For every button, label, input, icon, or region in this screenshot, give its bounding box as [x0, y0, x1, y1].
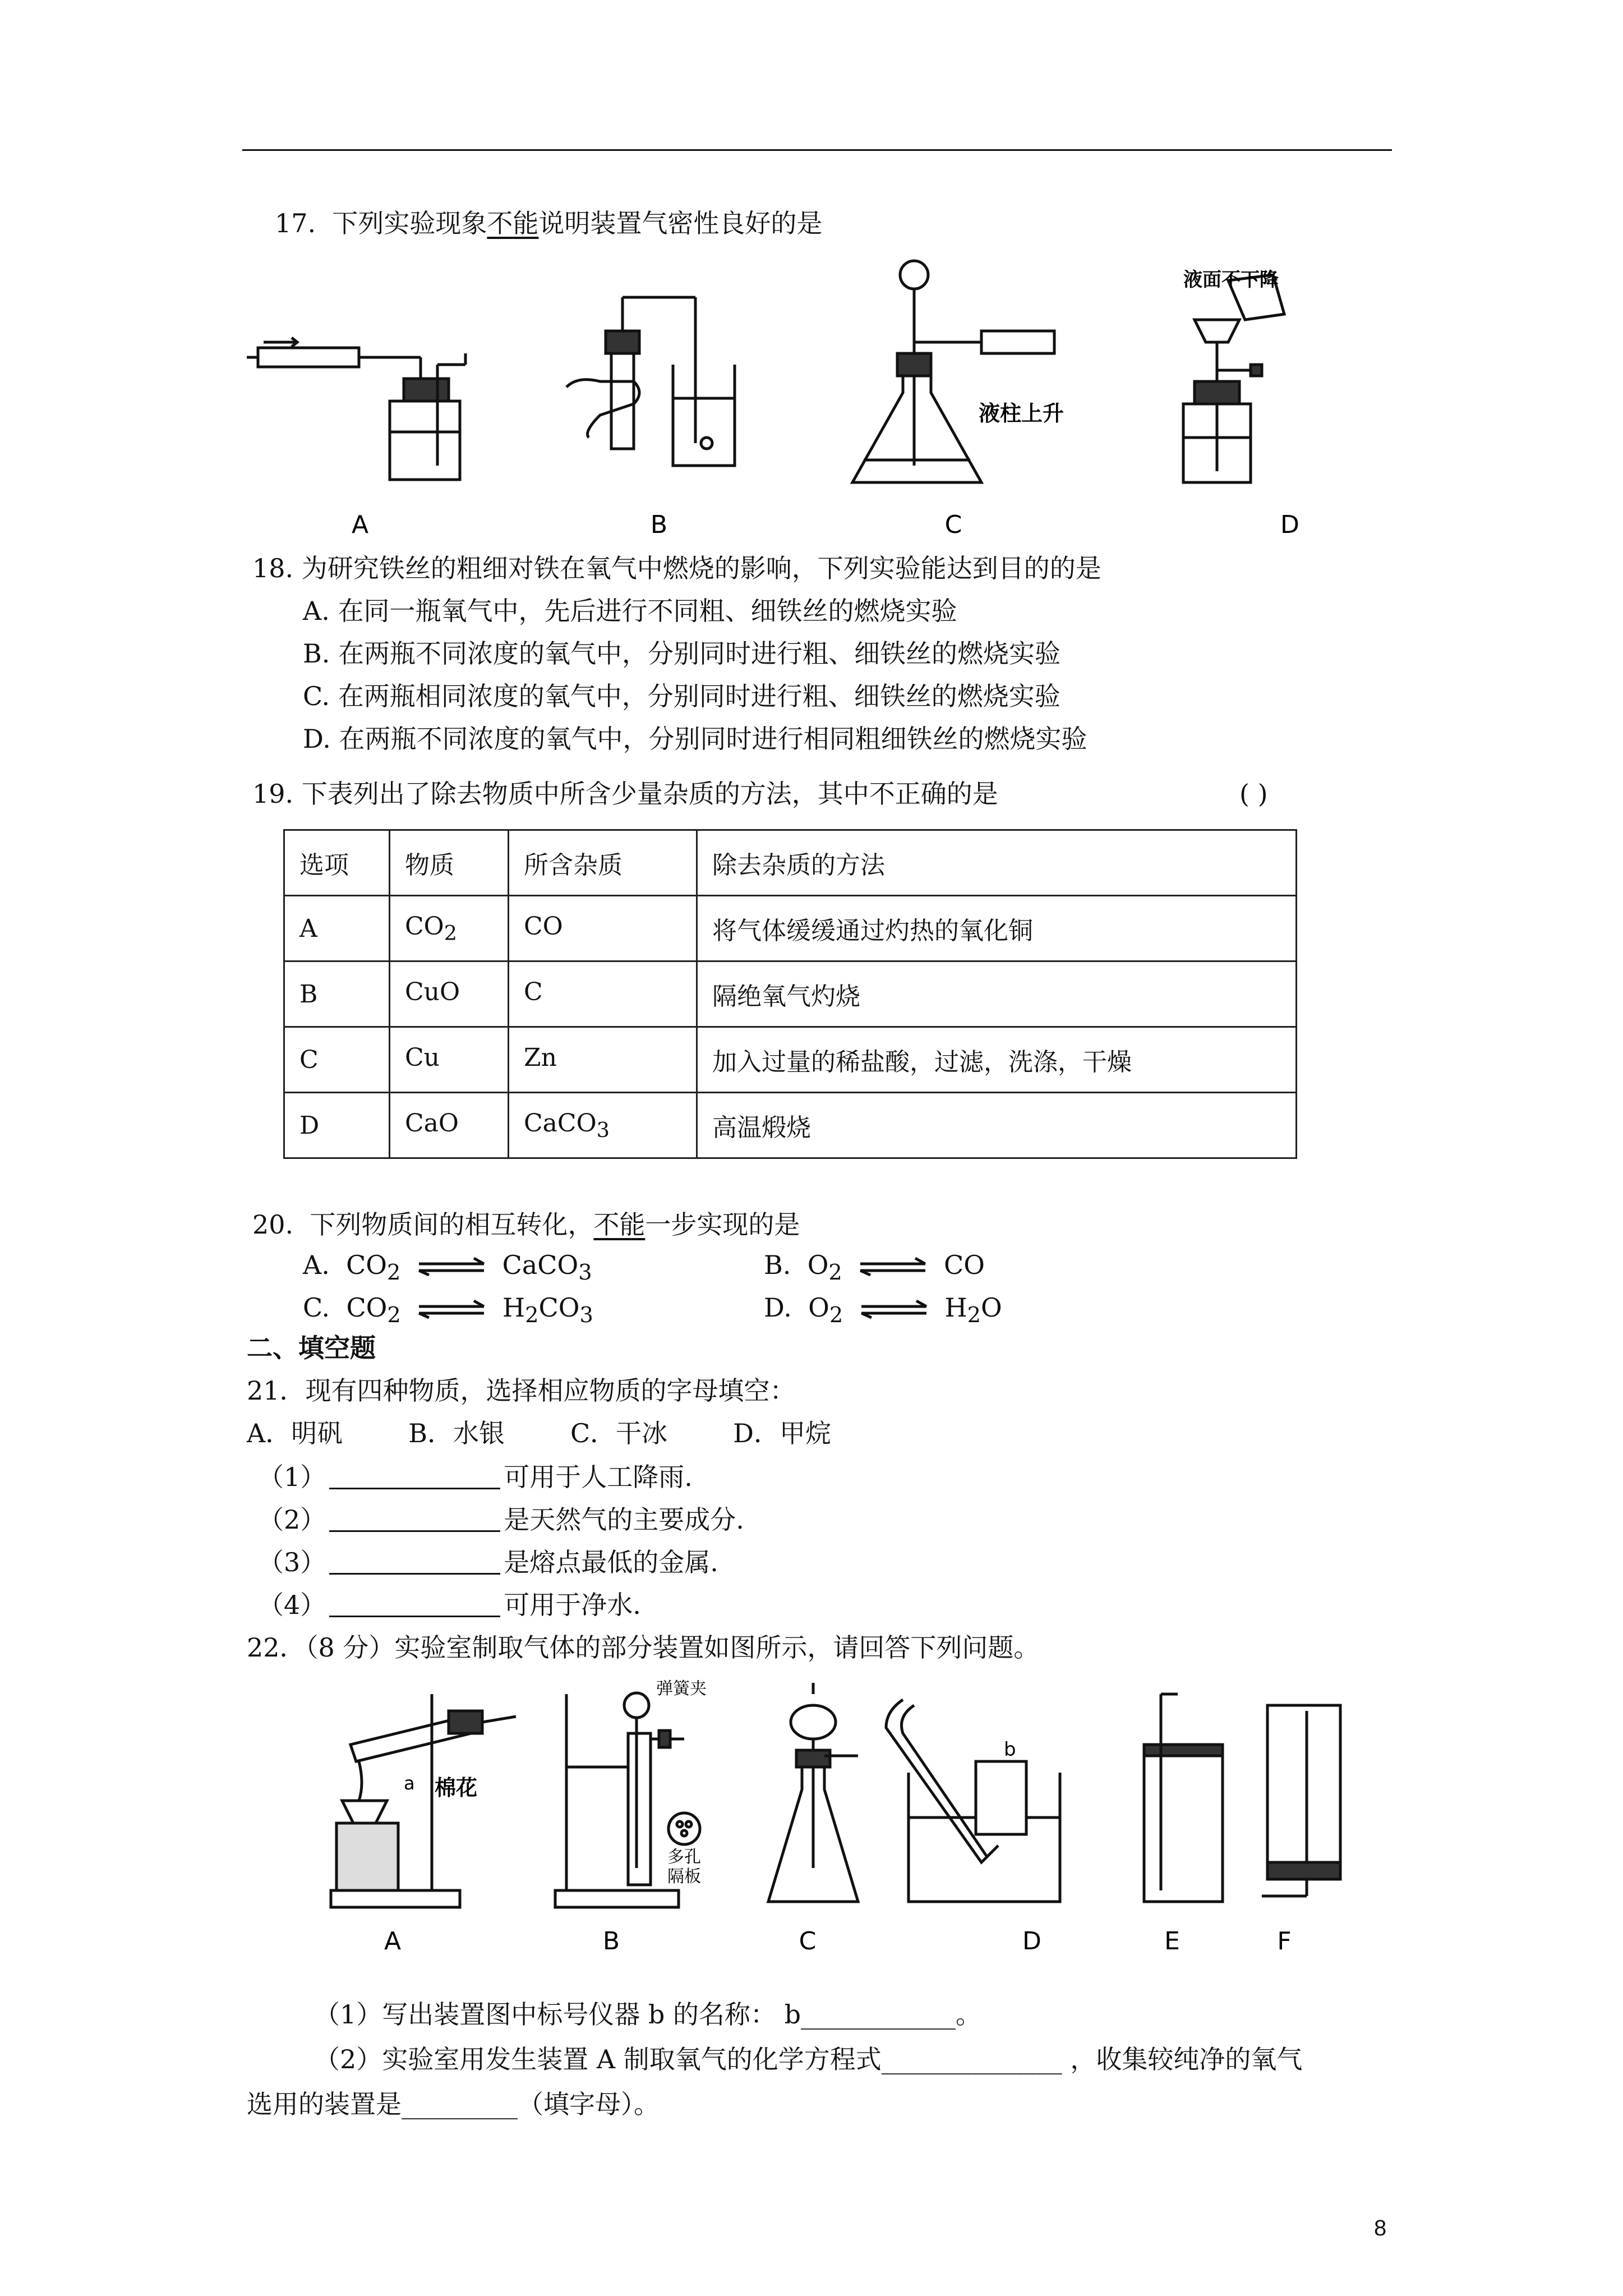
q17-fig-d [1183, 275, 1284, 482]
q22-fig-c [768, 1683, 858, 1902]
header-rule [242, 149, 1392, 151]
q17-label-c: C [944, 510, 962, 539]
q17-fig-c [852, 261, 1054, 482]
table-header: 物质 [390, 830, 509, 896]
q17-fig-b [566, 297, 735, 466]
q20-option-b: B. $O_2$ CO [764, 1250, 985, 1286]
q17-fig-a [247, 338, 465, 480]
q22-annot-clip: 弹簧夹 [656, 1679, 707, 1699]
q20-number: 20. [252, 1209, 294, 1240]
q22-fig-a [331, 1694, 516, 1907]
table-header: 选项 [284, 830, 390, 896]
q19-table [283, 829, 1297, 1159]
table-header-row [284, 830, 1297, 896]
q22-label-e: E [1164, 1927, 1180, 1955]
table-cell-method: 加入过量的稀盐酸，过滤，洗涤，干燥 [697, 1027, 1297, 1093]
q18-option-a: A. 在同一瓶氧气中，先后进行不同粗、细铁丝的燃烧实验 [303, 596, 957, 626]
q18-option-c: C. 在两瓶相同浓度的氧气中，分别同时进行粗、细铁丝的燃烧实验 [303, 681, 1061, 711]
q17-annot-d: 液面不下降 [1183, 269, 1279, 291]
q20-text-under: 不能 [593, 1209, 645, 1240]
q18-stem: 18. 为研究铁丝的粗细对铁在氧气中燃烧的影响，下列实验能达到目的的是 [252, 553, 1101, 583]
q22-annot-mianhua: 棉花 [435, 1775, 478, 1800]
answer-blank[interactable] [329, 1550, 500, 1575]
q17-figures [241, 252, 1419, 544]
q22-annot-a: a [404, 1773, 415, 1794]
table-header: 除去杂质的方法 [697, 830, 1297, 896]
q17-text-post: 说明装置气密性良好的是 [538, 208, 823, 238]
answer-blank[interactable] [329, 1465, 500, 1489]
q17-label-a: A [351, 510, 369, 539]
q17-annot-c: 液柱上升 [979, 401, 1064, 426]
q19-paren: ( ) [1239, 779, 1268, 809]
q22-stem: 22．（8 分）实验室制取气体的部分装置如图所示，请回答下列问题。 [247, 1632, 1040, 1663]
q22-fig-f [1262, 1705, 1340, 1896]
q22-label-f: F [1277, 1927, 1292, 1955]
q22-label-c: C [799, 1927, 817, 1955]
equilibrium-arrow-icon [859, 1257, 926, 1276]
q22-annot-plate2: 隔板 [667, 1867, 701, 1887]
table-cell-impurity: CO [509, 896, 697, 961]
answer-blank[interactable] [329, 1508, 500, 1532]
q22-part1: （1）写出装置图中标号仪器 b 的名称： b____________。 [314, 1999, 982, 2030]
table-row [284, 896, 1297, 961]
q21-choices: A．明矾 B．水银 C．干冰 D．甲烷 [247, 1418, 832, 1448]
table-row [284, 961, 1297, 1027]
q22-annot-b: b [1004, 1738, 1016, 1761]
q17-stem [275, 210, 822, 236]
q20-stem [252, 1209, 800, 1240]
q21-item-2: （2） 是天然气的主要成分. [258, 1504, 744, 1535]
page-number: 8 [1374, 2216, 1387, 2240]
table-cell-impurity: Zn [509, 1027, 697, 1093]
table-cell-substance: CaO [390, 1093, 509, 1158]
answer-blank[interactable] [329, 1593, 500, 1617]
q20-text-post: 一步实现的是 [645, 1209, 800, 1240]
q21-item-4: （4） 可用于净水. [258, 1590, 641, 1620]
table-cell-substance: $CO_2$ [390, 896, 509, 961]
table-cell-option: A [284, 896, 390, 961]
q22-part2: （2）实验室用发生装置 A 制取氧气的化学方程式______________ ，收集较纯净的氧气 [314, 2044, 1303, 2074]
table-cell-option: B [284, 961, 390, 1027]
equilibrium-arrow-icon [860, 1300, 928, 1319]
table-cell-method: 将气体缓缓通过灼热的氧化铜 [697, 896, 1297, 961]
q20-option-a: A. $CO_2$ CaCO$_3$ [303, 1250, 592, 1286]
table-cell-method: 高温煅烧 [697, 1093, 1297, 1158]
table-cell-substance: Cu [390, 1027, 509, 1093]
table-cell-impurity: C [509, 961, 697, 1027]
q22-figures [320, 1677, 1357, 1963]
q20-option-c: C. $CO_2$ $H_2CO_3$ [303, 1292, 593, 1328]
q22-annot-plate1: 多孔 [667, 1847, 701, 1867]
equilibrium-arrow-icon [418, 1300, 485, 1319]
table-cell-impurity: CaCO$_3$ [509, 1093, 697, 1158]
q21-stem: 21．现有四种物质，选择相应物质的字母填空： [247, 1375, 796, 1406]
table-cell-option: D [284, 1093, 390, 1158]
q17-label-b: B [650, 510, 668, 539]
table-header: 所含杂质 [509, 830, 697, 896]
q17-label-d: D [1280, 510, 1299, 539]
q22-fig-e [1144, 1694, 1223, 1902]
q22-fig-d [886, 1700, 1060, 1902]
q17-text-under: 不能 [487, 208, 539, 238]
table-row [284, 1027, 1297, 1093]
q21-item-1: （1） 可用于人工降雨. [258, 1462, 693, 1492]
q22-label-a: A [384, 1927, 402, 1955]
q18-option-d: D. 在两瓶不同浓度的氧气中，分别同时进行相同粗细铁丝的燃烧实验 [303, 724, 1087, 754]
q22-label-b: B [602, 1927, 620, 1955]
q17-number: 17. [275, 208, 316, 238]
q22-part3: 选用的装置是_________（填字母）。 [247, 2089, 660, 2119]
table-cell-method: 隔绝氧气灼烧 [697, 961, 1297, 1027]
q17-text-pre: 下列实验现象 [332, 208, 487, 238]
q20-option-d: D. $O_2$ $H_2O$ [764, 1292, 1002, 1328]
q21-item-3: （3） 是熔点最低的金属. [258, 1547, 718, 1577]
q19-stem: 19. 下表列出了除去物质中所含少量杂质的方法，其中不正确的是 [252, 779, 998, 809]
section-title: 二、填空题 [247, 1333, 376, 1363]
equilibrium-arrow-icon [418, 1257, 485, 1276]
q22-label-d: D [1022, 1927, 1041, 1955]
table-row [284, 1093, 1297, 1158]
table-cell-option: C [284, 1027, 390, 1093]
q20-text-pre: 下列物质间的相互转化， [310, 1209, 594, 1240]
q18-option-b: B. 在两瓶不同浓度的氧气中，分别同时进行粗、细铁丝的燃烧实验 [303, 638, 1061, 669]
table-cell-substance: CuO [390, 961, 509, 1027]
